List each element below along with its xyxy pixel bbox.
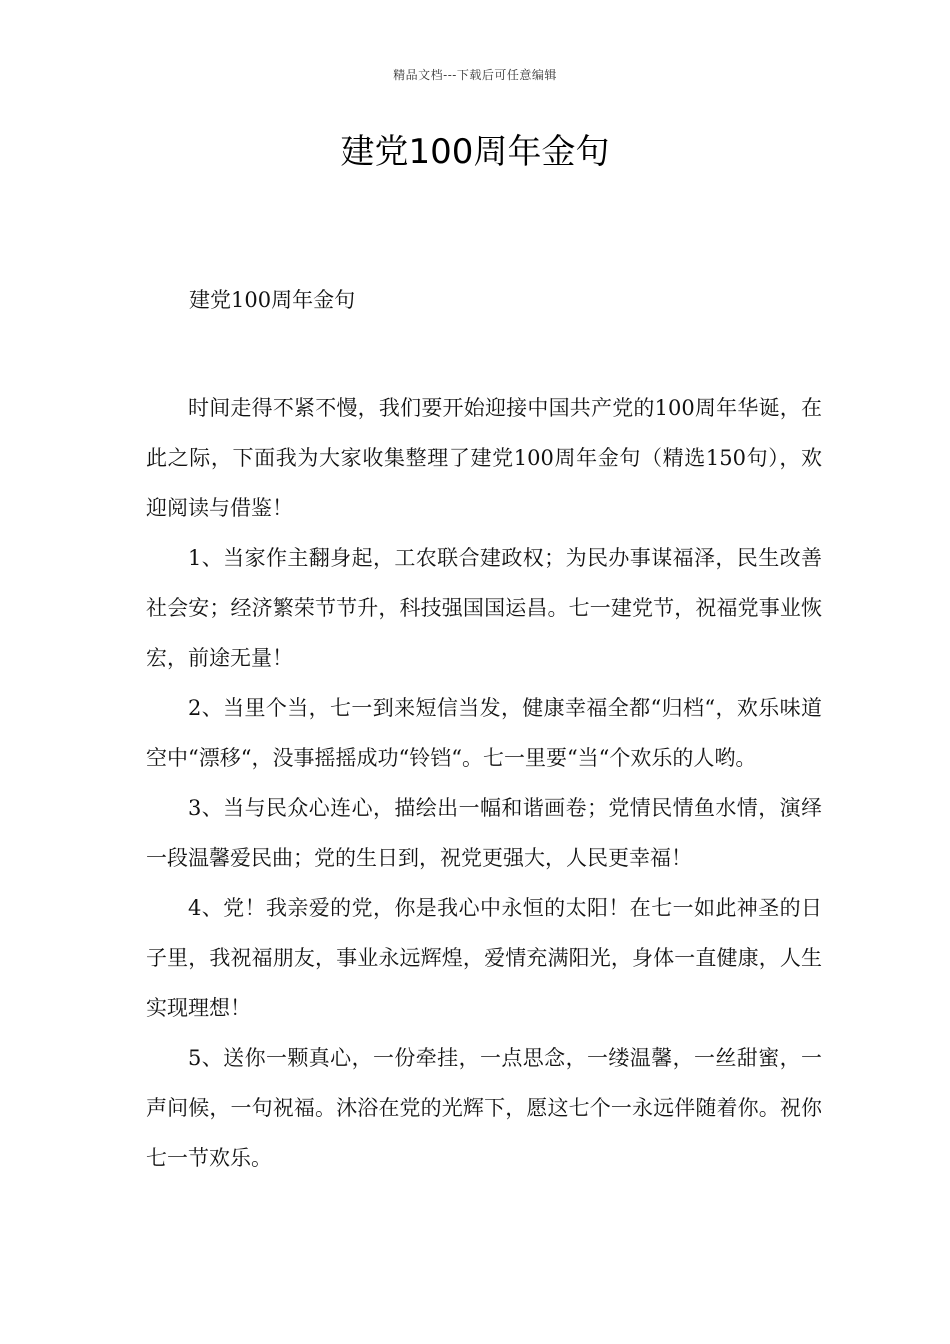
- paragraph-intro: 时间走得不紧不慢，我们要开始迎接中国共产党的100周年华诞，在此之际，下面我为大家收集整理了建党100周年金句（精选150句），欢迎阅读与借鉴！: [146, 396, 822, 520]
- paragraph-quote-1: 1、当家作主翻身起，工农联合建政权；为民办事谋福泽，民生改善社会安；经济繁荣节节升，科技强国国运昌。七一建党节，祝福党事业恢宏，前途无量！: [146, 546, 822, 670]
- body-text: [146, 383, 822, 1183]
- paragraph-quote-3: 3、当与民众心连心，描绘出一幅和谐画卷；党情民情鱼水情，演绎一段温馨爱民曲；党的生日到，祝党更强大，人民更幸福！: [146, 796, 822, 870]
- paragraph-quote-2: 2、当里个当，七一到来短信当发，健康幸福全都“归档“，欢乐味道空中“漂移“，没事摇摇成功“铃铛“。七一里要“当“个欢乐的人哟。: [146, 696, 822, 770]
- paragraph-quote-4: 4、党！我亲爱的党，你是我心中永恒的太阳！在七一如此神圣的日子里，我祝福朋友，事业永远辉煌，爱情充满阳光，身体一直健康，人生实现理想！: [146, 896, 822, 1020]
- document-title: 建党100周年金句: [340, 132, 610, 172]
- document-subtitle: 建党100周年金句: [189, 288, 356, 312]
- header-note: 精品文档---下载后可任意编辑: [393, 68, 557, 82]
- paragraph-quote-5: 5、送你一颗真心，一份牵挂，一点思念，一缕温馨，一丝甜蜜，一声问候，一句祝福。沐浴在党的光辉下，愿这七个一永远伴随着你。祝你七一节欢乐。: [146, 1046, 822, 1170]
